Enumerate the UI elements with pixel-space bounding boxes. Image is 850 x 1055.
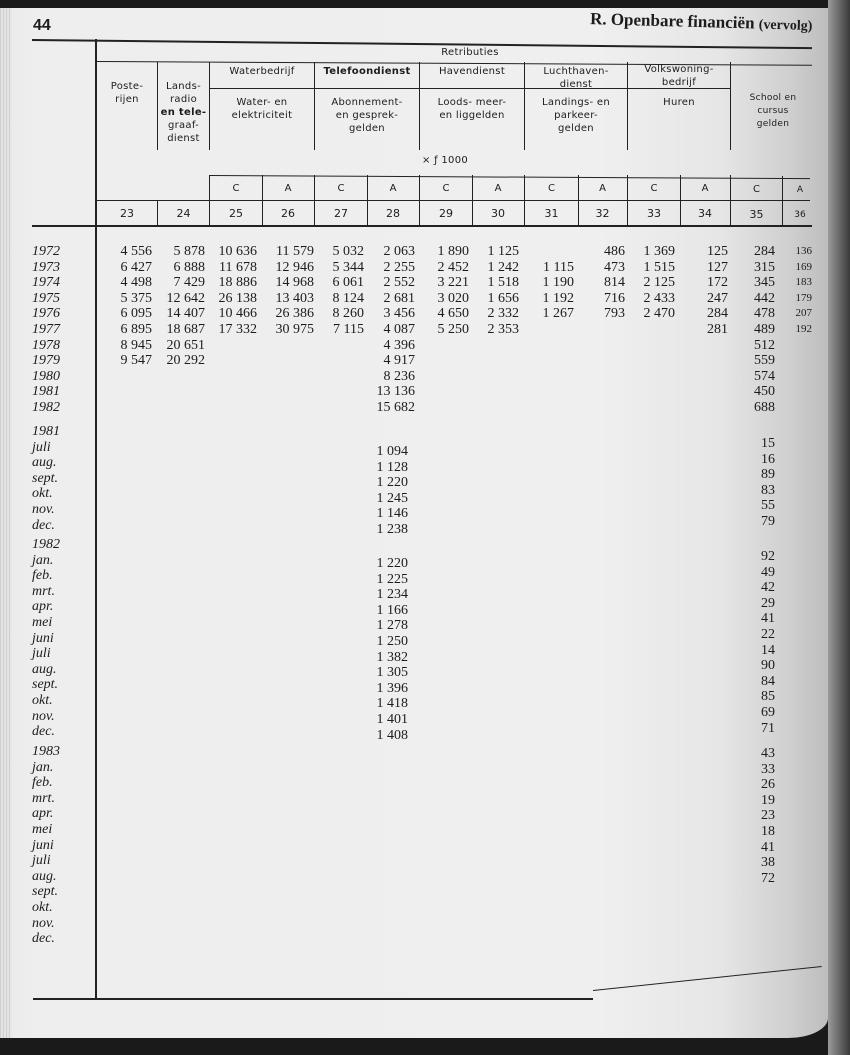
cell: 12 946 [275,259,314,275]
annual-col-34 [690,244,728,338]
cell: 1 125 [487,244,519,259]
header-line: gelden [349,123,385,134]
header-loodsgelden [420,96,524,122]
row-label: dec. [32,931,55,947]
annual-col-24 [155,244,205,369]
monthly-1981-col-35 [745,436,775,530]
cell: 1 166 [376,602,408,618]
annual-col-27 [320,244,364,338]
cell: 450 [754,384,775,400]
row-label: okt. [32,486,53,502]
running-head-suffix: (vervolg) [758,17,813,34]
cell: 14 407 [166,306,205,322]
ca-label: A [796,185,804,195]
cell: 8 260 [332,306,364,322]
cell: 2 433 [643,290,675,306]
row-label: mei [32,821,53,837]
row-label: nov. [32,708,55,724]
row-label: sept. [32,884,59,900]
row-label: aug. [32,661,57,677]
cell: 11 678 [219,259,257,275]
cell: 8 945 [120,337,152,353]
cell: 43 [761,746,775,761]
cell: 1 890 [437,244,469,259]
col-number: 28 [386,207,400,220]
cell: 1 382 [376,649,408,665]
cell: 478 [754,306,775,322]
cell: 2 353 [487,321,519,337]
cell: 1 656 [487,290,519,306]
row-label: jan. [32,552,54,568]
cell: 33 [761,761,775,777]
row-label: 1975 [32,290,60,306]
cell: 13 403 [275,290,314,306]
row-label: feb. [32,775,53,791]
header-line: gelden [756,119,790,129]
cell: 247 [707,290,728,306]
header-huren: Huren [663,97,695,108]
cell: 71 [761,720,775,736]
cell: 284 [707,306,728,322]
col-number: 27 [334,207,348,220]
cell: 2 063 [383,244,415,259]
cell: 5 375 [120,290,152,306]
cell: 16 [761,451,775,467]
header-line: Loods- meer- [437,97,507,108]
cell: 4 498 [120,275,152,291]
col-number: 30 [491,207,505,220]
cell: 172 [707,275,728,291]
page-number: 44 [33,17,51,34]
header-line: School en [749,93,797,103]
cell: 793 [604,306,625,322]
row-label: jan. [32,759,54,775]
col-number: 31 [544,207,559,220]
cell: 89 [761,467,775,483]
cell: 23 [761,808,775,824]
cell: 179 [795,291,812,304]
cell: 5 032 [332,244,364,259]
group-waterbedrijf: Waterbedrijf [229,66,295,77]
col-number: 34 [698,207,712,220]
cell: 1 401 [376,711,408,727]
stub-divider [95,39,97,999]
group-volkswoningbedrijf [628,63,730,89]
col-divider [730,62,731,150]
cell: 18 886 [218,275,257,291]
cell: 84 [761,673,775,689]
row-label: 1974 [32,275,60,291]
page-edge [0,8,10,1038]
ca-label: C [548,183,555,194]
cell: 17 332 [218,321,257,337]
row-label: juli [32,646,51,662]
cell: 41 [761,839,775,855]
cell: 15 682 [376,399,415,415]
cell: 716 [604,290,625,306]
header-water-elektriciteit [210,96,314,122]
cell: 18 [761,823,775,839]
bottom-rule [33,998,593,1000]
cell: 6 888 [173,259,205,275]
cell: 72 [761,870,775,886]
cell: 1 305 [376,665,408,681]
row-label: aug. [32,455,57,471]
cell: 29 [761,595,775,611]
header-line: Abonnement- [331,97,403,108]
cell: 2 255 [383,259,415,275]
row-label: mrt. [32,583,55,599]
cell: 125 [707,244,728,259]
cell: 4 650 [437,306,469,322]
row-label: dec. [32,517,55,533]
cell: 20 292 [166,353,205,369]
cell: 473 [604,259,625,275]
cell: 192 [795,322,812,335]
cell: 1 234 [376,587,408,603]
cell: 559 [754,353,775,369]
cell: 814 [604,275,625,291]
cell: 6 095 [120,306,152,322]
cell: 442 [754,290,775,306]
cell: 315 [754,259,775,275]
header-line: gelden [558,123,594,134]
cell: 1 192 [542,290,574,306]
group-label-line: bedrijf [661,77,697,88]
cell: 4 917 [383,353,415,369]
cell: 574 [754,368,775,384]
cell: 4 556 [120,244,152,259]
group-label-line: Volkswoning- [644,64,714,75]
cell: 1 094 [376,444,408,459]
row-label: 1972 [32,244,60,259]
group-label-line: Luchthaven- [543,66,609,77]
header-landsradio [158,80,209,145]
row-label: juli [32,853,51,869]
year-label: 1981 [32,424,60,439]
cell: 6 427 [120,259,152,275]
monthly-1983-labels [32,744,60,947]
header-line: graaf- [167,120,200,131]
cell: 1 369 [643,244,675,259]
cell: 1 146 [376,506,408,522]
cell: 85 [761,689,775,705]
group-header-retributies: Retributies [441,47,499,58]
monthly-1982-col-35 [745,549,775,736]
header-line: cursus [757,106,789,116]
row-label: nov. [32,501,55,517]
ca-bottom-rule [96,200,810,201]
unit-label: × ƒ 1000 [421,155,469,166]
row-label: 1978 [32,337,60,353]
cell: 8 124 [332,290,364,306]
cell: 5 878 [173,244,205,259]
row-label: juni [32,630,54,646]
header-posterijen [97,80,157,106]
group-telefoondienst: Telefoondienst [323,66,411,77]
cell: 92 [761,549,775,564]
cell: 26 [761,777,775,793]
ca-label: A [599,183,606,194]
header-line: en tele- [160,107,207,118]
annual-col-35 [745,244,775,416]
col-number: 35 [749,208,764,221]
ca-label: C [753,184,760,195]
header-line: rijen [115,94,139,105]
cell: 284 [754,244,775,259]
header-line: radio [170,94,197,105]
cell: 20 651 [166,337,205,353]
cell: 1 115 [543,259,574,275]
cell: 6 061 [332,275,364,291]
header-line: parkeer- [554,110,598,121]
row-label: sept. [32,677,59,693]
cell: 22 [761,626,775,642]
header-schoolgelden [738,92,808,131]
cell: 10 636 [218,244,257,259]
annual-row-labels [32,244,60,416]
cell: 41 [761,611,775,627]
row-label: 1977 [32,321,60,337]
cell: 1 190 [542,275,574,291]
cell: 2 470 [643,306,675,322]
monthly-1982-col-28 [360,556,408,743]
cell: 26 386 [275,306,314,322]
annual-col-26 [262,244,314,338]
cell [530,244,574,260]
cell: 13 136 [376,384,415,400]
row-label: nov. [32,915,55,931]
ca-label: A [494,183,502,194]
cell: 1 245 [376,490,408,506]
cell: 10 466 [218,306,257,322]
annual-col-36 [790,244,812,338]
cell: 345 [754,275,775,291]
row-label: 1973 [32,259,60,275]
cell: 14 [761,642,775,658]
cell: 1 242 [487,259,519,275]
annual-col-30 [475,244,519,338]
monthly-1982-labels [32,537,60,740]
ca-label: A [389,183,397,194]
header-bottom-rule [32,225,812,227]
cell: 79 [761,513,775,529]
row-label: apr. [32,599,54,615]
cell: 1 267 [542,306,574,322]
header-line: Water- en [236,97,288,108]
cell: 38 [761,855,775,871]
cell: 83 [761,482,775,498]
annual-col-31 [530,244,574,322]
cell: 1 418 [376,696,408,712]
cell: 14 968 [275,275,314,291]
cell: 2 552 [383,275,415,291]
cell: 26 138 [218,290,257,306]
binding-shadow [828,0,850,1055]
col-number: 29 [439,207,453,220]
cell: 1 225 [376,571,408,587]
cell: 2 332 [487,306,519,322]
cell: 7 115 [333,321,364,337]
cell: 9 547 [120,353,152,369]
annual-col-28 [360,244,415,416]
col-number: 32 [595,207,610,220]
year-label: 1983 [32,744,60,759]
cell: 55 [761,498,775,514]
cell: 136 [795,245,812,257]
cell: 7 429 [173,275,205,291]
annual-col-32 [585,244,625,322]
row-label: sept. [32,470,59,486]
header-line: en gesprek- [335,110,399,121]
group-havendienst: Havendienst [438,66,506,77]
cell: 281 [707,321,728,337]
cell: 207 [795,307,812,320]
ca-label: A [284,183,292,194]
cell: 6 895 [120,321,152,337]
cell: 11 579 [276,244,314,259]
col-number: 33 [647,207,661,220]
row-label: juli [32,439,51,455]
row-label: mrt. [32,790,55,806]
monthly-1981-labels [32,424,60,533]
col-number: 23 [120,207,134,220]
cell: 12 642 [166,290,205,306]
ca-label: C [442,183,450,194]
group-label-line: dienst [559,79,593,90]
row-label: 1980 [32,368,60,384]
row-label: aug. [32,868,57,884]
header-line: Poste- [110,81,144,92]
cell: 3 221 [437,275,469,291]
cell: 3 020 [437,290,469,306]
cell: 4 396 [383,337,415,353]
cell: 3 456 [383,306,415,322]
header-line: elektriciteit [231,110,293,121]
cell: 2 125 [643,275,675,291]
cell: 1 220 [376,475,408,491]
cell: 69 [761,704,775,720]
cell: 19 [761,792,775,808]
cell: 8 236 [383,368,415,384]
row-label: juni [32,837,54,853]
row-label: okt. [32,899,53,915]
cell: 30 975 [275,321,314,337]
cell: 5 250 [437,321,469,337]
cell: 169 [795,260,812,273]
annual-col-25 [207,244,257,338]
annual-col-29 [425,244,469,338]
row-label: 1981 [32,384,60,400]
monthly-1981-col-28 [360,444,408,538]
header-line: Landings- en [542,97,610,108]
cell: 5 344 [332,259,364,275]
cell: 1 238 [376,521,408,537]
cell: 18 687 [166,321,205,337]
row-label: apr. [32,806,54,822]
year-label: 1982 [32,537,60,552]
row-label: 1976 [32,306,60,322]
cell: 127 [707,259,728,275]
row-label: 1982 [32,399,60,415]
cell: 1 128 [376,459,408,475]
cell: 1 250 [376,633,408,649]
header-line: en liggelden [439,110,505,121]
cell: 1 515 [643,259,675,275]
running-head-title: R. Openbare financiën [589,9,755,33]
ca-label: C [232,183,240,194]
cell: 512 [754,337,775,353]
row-label: mei [32,614,53,630]
cell: 42 [761,580,775,596]
col-number: 26 [281,207,295,220]
annual-col-33 [630,244,675,322]
cell: 1 278 [376,618,408,634]
cell: 183 [795,276,812,289]
row-label: okt. [32,692,53,708]
cell: 2 452 [437,259,469,275]
header-line: Lands- [165,81,201,92]
cell: 15 [761,436,775,451]
group-luchthavendienst [525,65,627,91]
header-abonnementgelden [315,96,419,135]
cell: 489 [754,321,775,337]
cell: 90 [761,658,775,674]
monthly-1983-col-35 [745,746,775,886]
row-label: dec. [32,724,55,740]
col-number: 25 [229,207,243,220]
ca-label: C [650,183,658,194]
row-label: 1979 [32,353,60,369]
cell: 1 518 [487,275,519,291]
cell: 4 087 [383,321,415,337]
cell: 2 681 [383,290,415,306]
col-number: 36 [794,210,806,220]
header-landingsgelden [525,96,627,135]
cell: 1 408 [376,727,408,743]
cell: 49 [761,564,775,580]
ca-label: A [701,183,709,194]
row-label: feb. [32,568,53,584]
ca-label: C [337,183,345,194]
cell: 486 [604,244,625,259]
annual-col-23 [108,244,152,369]
cell: 1 220 [376,556,408,571]
cell: 688 [754,399,775,415]
col-number: 24 [176,207,191,220]
header-line: dienst [167,133,200,144]
cell: 1 396 [376,680,408,696]
